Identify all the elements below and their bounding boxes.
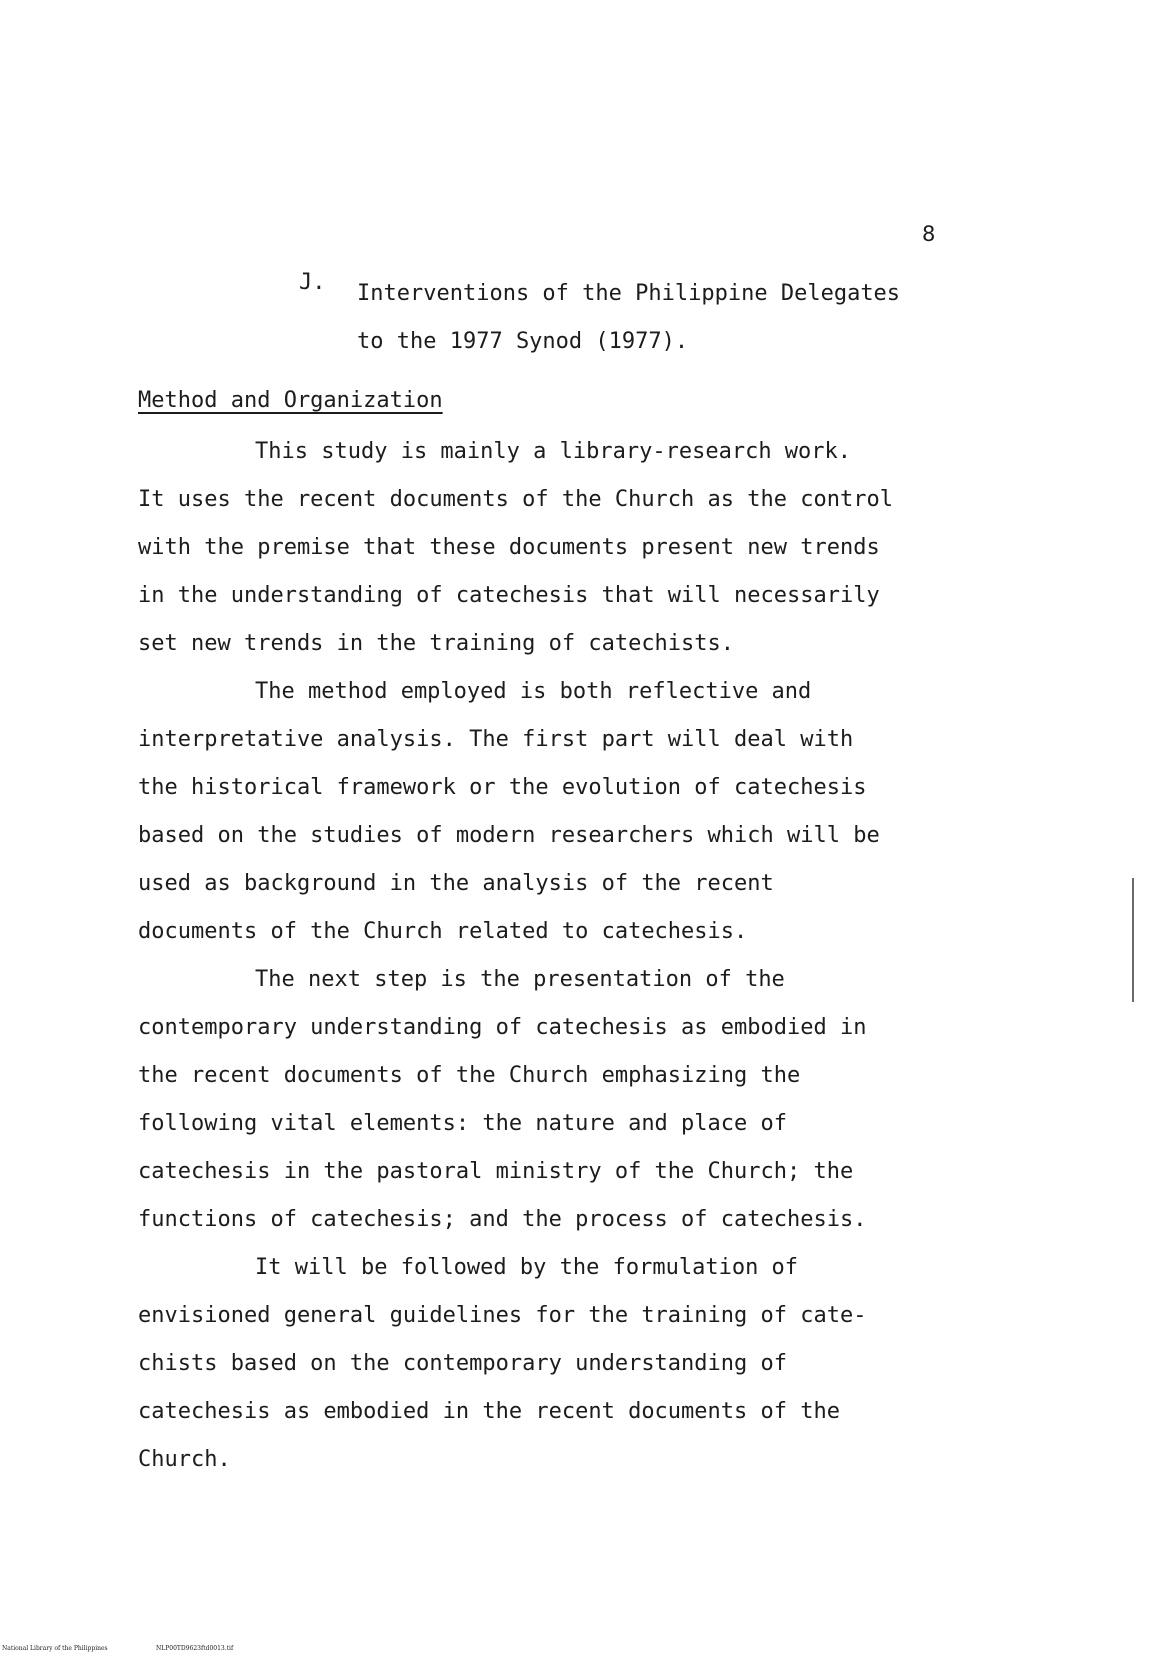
- footer-filename: NLP00TD9623ftd0013.tif: [156, 1645, 234, 1652]
- paragraph: This study is mainly a library-research work. It uses the recent documents of the Church as the control with the premise that these documents present new trends in the understanding of catechesis that will necessarily set new trends in the training of catechists.: [138, 439, 893, 656]
- paragraph: The method employed is both reflective and interpretative analysis. The first part will deal with the historical framework or the evolution of catechesis based on the studies of modern researchers which will be used as background in the analysis of the recent documents of the Church related to catechesis.: [138, 679, 880, 944]
- list-item-title: Interventions of the Philippine Delegates to the 1977 Synod (1977).: [357, 281, 901, 354]
- scan-artifact-line: [1132, 878, 1134, 1002]
- footer-institution: National Library of the Philippines: [2, 1645, 108, 1652]
- list-item-marker: J.: [299, 270, 326, 295]
- paragraph: It will be followed by the formulation of envisioned general guidelines for the training of cate- chists based on the contemporary understanding of catechesis as embodied in the recent documents of the Church.: [138, 1255, 867, 1472]
- page-number: 8: [922, 222, 936, 246]
- section-heading: Method and Organization: [138, 388, 443, 413]
- paragraph: The next step is the presentation of the contemporary understanding of catechesis as embodied in the recent documents of the Church emphasizing the following vital elements: the nature and place of catechesis in the pastoral ministry of the Church; the functions of catechesis; and the process of catechesis.: [138, 967, 867, 1232]
- section-body: [138, 428, 968, 1484]
